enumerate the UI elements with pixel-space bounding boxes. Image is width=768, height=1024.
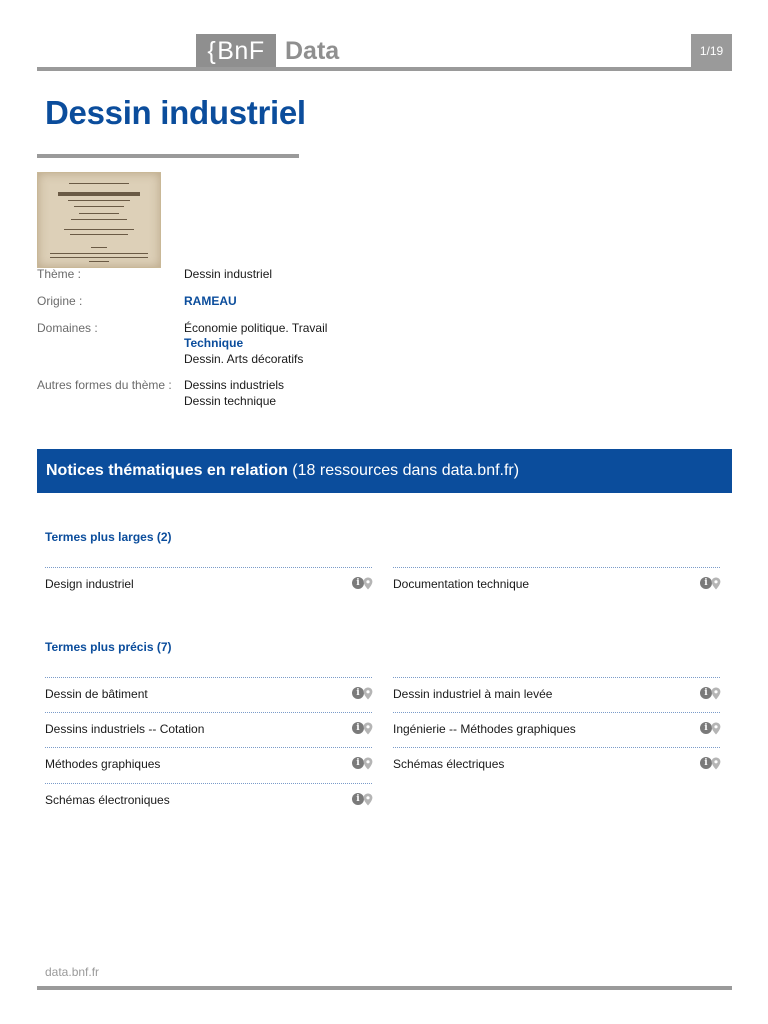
- info-icon[interactable]: i: [700, 757, 712, 769]
- list-item[interactable]: [45, 712, 372, 747]
- map-pin-icon[interactable]: [711, 687, 721, 700]
- theme-value: Dessin industriel: [184, 267, 273, 281]
- info-icon[interactable]: i: [700, 687, 712, 699]
- footer-divider: [37, 986, 732, 990]
- info-icon[interactable]: i: [352, 757, 364, 769]
- data-logo-text: Data: [285, 37, 340, 65]
- other-form-item: Dessins industriels: [184, 378, 285, 392]
- list-item-label[interactable]: Ingénierie -- Méthodes graphiques: [393, 722, 576, 736]
- map-pin-icon[interactable]: [711, 722, 721, 735]
- page-indicator: 1/19: [691, 34, 732, 68]
- list-item[interactable]: [45, 783, 372, 818]
- list-item-label[interactable]: Dessins industriels -- Cotation: [45, 722, 205, 736]
- list-item[interactable]: [45, 677, 372, 712]
- origin-label: Origine :: [37, 294, 83, 308]
- domain-link-technique[interactable]: Technique: [184, 336, 244, 350]
- other-forms-label: Autres formes du thème :: [37, 378, 172, 392]
- theme-label: Thème :: [37, 267, 82, 281]
- list-item-label[interactable]: Dessin de bâtiment: [45, 687, 148, 701]
- list-item-label[interactable]: Design industriel: [45, 577, 134, 591]
- page-title: Dessin industriel: [45, 94, 306, 131]
- list-item-label[interactable]: Dessin industriel à main levée: [393, 687, 553, 701]
- info-icon[interactable]: i: [352, 577, 364, 589]
- list-item[interactable]: [393, 677, 720, 712]
- info-icon[interactable]: i: [352, 793, 364, 805]
- info-icon[interactable]: i: [352, 722, 364, 734]
- list-item[interactable]: [45, 567, 372, 602]
- map-pin-icon[interactable]: [363, 577, 373, 590]
- broader-terms-heading: Termes plus larges (2): [45, 530, 172, 544]
- related-notices-banner: [37, 449, 732, 493]
- info-icon[interactable]: i: [352, 687, 364, 699]
- map-pin-icon[interactable]: [711, 757, 721, 770]
- bnf-logo[interactable]: {BnF: [196, 34, 276, 68]
- banner-title: Notices thématiques en relation: [46, 462, 288, 479]
- other-form-item: Dessin technique: [184, 394, 277, 408]
- list-item[interactable]: [393, 567, 720, 602]
- map-pin-icon[interactable]: [363, 687, 373, 700]
- domains-label: Domaines :: [37, 321, 98, 335]
- footer-site-link[interactable]: data.bnf.fr: [45, 965, 100, 979]
- list-item-label[interactable]: Schémas électroniques: [45, 793, 170, 807]
- narrower-terms-heading: Termes plus précis (7): [45, 640, 172, 654]
- info-icon[interactable]: i: [700, 722, 712, 734]
- banner-count: (18 ressources dans data.bnf.fr): [292, 462, 520, 479]
- domain-item: Dessin. Arts décoratifs: [184, 352, 304, 366]
- list-item-label[interactable]: Schémas électriques: [393, 757, 505, 771]
- domain-item: Économie politique. Travail: [184, 321, 328, 335]
- book-cover-image[interactable]: [37, 172, 161, 268]
- list-item-label[interactable]: Méthodes graphiques: [45, 757, 161, 771]
- bnf-logo-text: BnF: [217, 37, 265, 65]
- list-item-label[interactable]: Documentation technique: [393, 577, 530, 591]
- origin-link[interactable]: RAMEAU: [184, 294, 237, 308]
- map-pin-icon[interactable]: [711, 577, 721, 590]
- map-pin-icon[interactable]: [363, 722, 373, 735]
- title-divider: [37, 154, 299, 158]
- header-divider: [37, 67, 732, 71]
- map-pin-icon[interactable]: [363, 793, 373, 806]
- map-pin-icon[interactable]: [363, 757, 373, 770]
- info-icon[interactable]: i: [700, 577, 712, 589]
- list-item[interactable]: [45, 747, 372, 782]
- list-item[interactable]: [393, 712, 720, 747]
- list-item[interactable]: [393, 747, 720, 782]
